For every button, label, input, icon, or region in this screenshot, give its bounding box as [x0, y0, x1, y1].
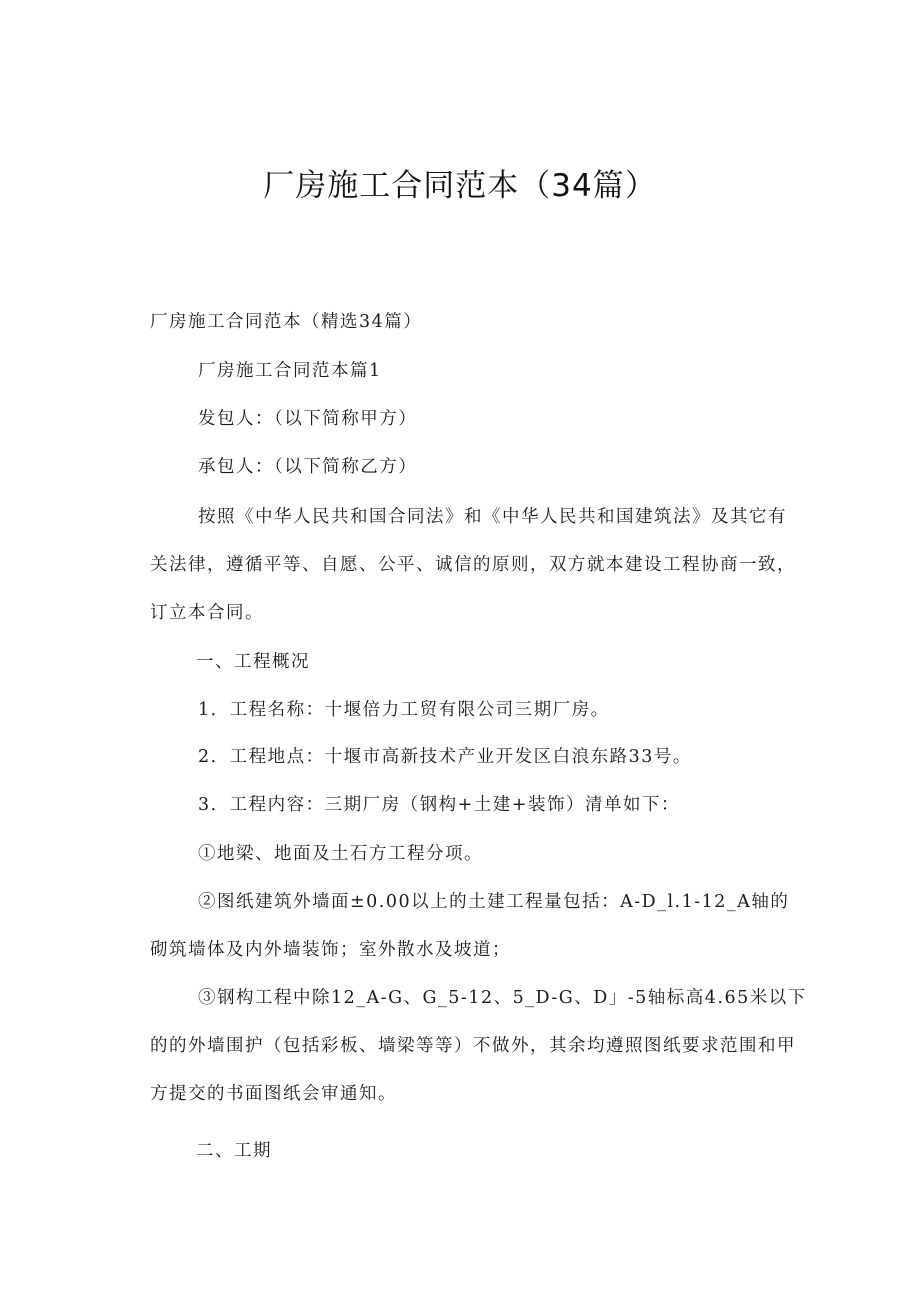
- sub-item-2-line-2: 砌筑墙体及内外墙装饰；室外散水及坡道；: [150, 940, 511, 960]
- item-1: 1．工程名称：十堰倍力工贸有限公司三期厂房。: [198, 700, 610, 720]
- preamble-line-1: 按照《中华人民共和国合同法》和《中华人民共和国建筑法》及其它有: [198, 507, 787, 527]
- preamble-line-2: 关法律，遵循平等、自愿、公平、诚信的原则，双方就本建设工程协商一致，: [150, 555, 796, 575]
- section-heading: 厂房施工合同范本篇1: [198, 361, 382, 381]
- employer-line: 发包人：（以下简称甲方）: [198, 409, 418, 429]
- sub-item-3-line-3: 方提交的书面图纸会审通知。: [150, 1084, 397, 1104]
- part2-heading: 二、工期: [196, 1141, 272, 1161]
- sub-item-3-line-2: 的的外墙围护（包括彩板、墙梁等等）不做外，其余均遵照图纸要求范围和甲: [150, 1036, 796, 1056]
- document-subtitle: 厂房施工合同范本（精选34篇）: [150, 312, 423, 332]
- part1-heading: 一、工程概况: [196, 652, 310, 672]
- document-title: 厂房施工合同范本（34篇）: [263, 168, 657, 204]
- sub-item-2-line-1: ②图纸建筑外墙面±0.00以上的土建工程量包括：A-D_l.1-12_A轴的: [198, 892, 790, 912]
- item-2: 2．工程地点：十堰市高新技术产业开发区白浪东路33号。: [198, 747, 692, 767]
- sub-item-3-line-1: ③钢构工程中除12_A-G、G_5-12、5_D-G、D」-5轴标高4.65米以下: [198, 988, 807, 1008]
- preamble-line-3: 订立本合同。: [150, 603, 264, 623]
- sub-item-1: ①地梁、地面及土石方工程分项。: [198, 844, 483, 864]
- item-3: 3．工程内容：三期厂房（钢构+土建+装饰）清单如下：: [198, 795, 680, 815]
- contractor-line: 承包人：（以下简称乙方）: [198, 457, 418, 477]
